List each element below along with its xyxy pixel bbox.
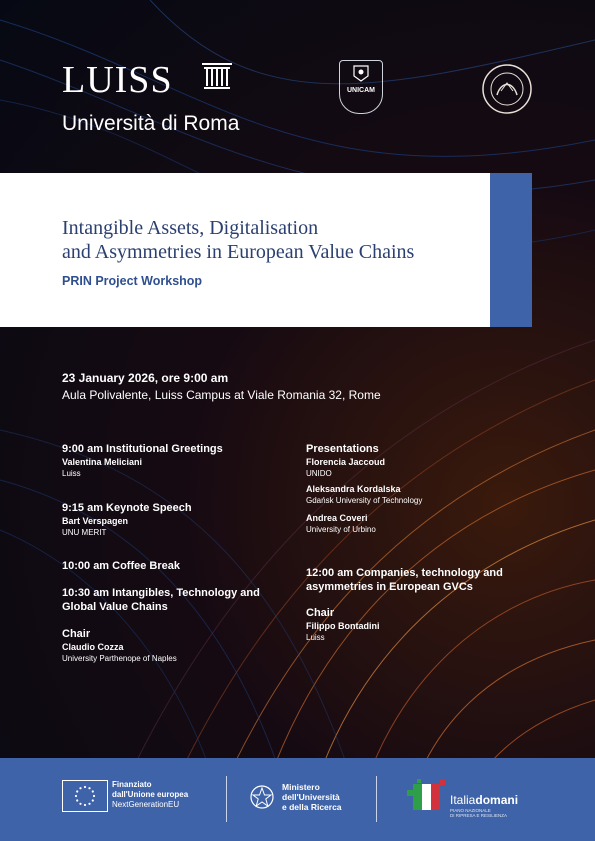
- luiss-wordmark: LUISS: [62, 59, 173, 101]
- italiadomani-flag-icon: [405, 776, 447, 816]
- speaker-1-name: Florencia Jaccoud: [306, 457, 386, 467]
- title-accent-bar: [490, 173, 532, 327]
- session-2-heading-line-1: 12:00 am Companies, technology and: [306, 567, 503, 579]
- eu-line-3: NextGenerationEU: [112, 800, 180, 809]
- chair-1-label: Chair: [62, 628, 91, 640]
- keynote-affiliation: UNU MERIT: [62, 528, 107, 537]
- chair-1-affiliation: University Parthenope of Naples: [62, 654, 177, 663]
- funding-footer: [0, 758, 595, 841]
- presentations-heading: Presentations: [306, 443, 379, 455]
- eu-line-1: Finanziato: [112, 780, 152, 789]
- speaker-2-affiliation: Gdańsk University of Technology: [306, 496, 423, 505]
- workshop-title-line-2: and Asymmetries in European Value Chains: [62, 241, 415, 263]
- keynote-heading: 9:15 am Keynote Speech: [62, 502, 192, 514]
- italiadomani-sub-2: DI RIPRESA E RESILIENZA: [450, 813, 508, 818]
- italian-emblem-icon: [249, 782, 275, 812]
- luiss-subtitle: Università di Roma: [62, 112, 240, 135]
- program-chair-2: [306, 606, 380, 643]
- unicam-crest-icon: [340, 61, 382, 85]
- greetings-affiliation: Luiss: [62, 469, 81, 478]
- program-presentations: [306, 442, 422, 535]
- program-keynote: [62, 501, 192, 538]
- ministry-line-1: Ministero: [282, 782, 320, 792]
- workshop-title-line-1: Intangible Assets, Digitalisation: [62, 217, 319, 239]
- event-venue: Aula Polivalente, Luiss Campus at Viale Romania 32, Rome: [62, 388, 381, 402]
- eu-flag-icon: [62, 780, 108, 812]
- session-2-heading-line-2: asymmetries in European GVCs: [306, 581, 473, 593]
- program-session-2: [306, 566, 503, 594]
- eu-line-2: dall'Unione europea: [112, 790, 189, 799]
- ministry-line-2: dell'Università: [282, 792, 340, 802]
- university-seal-icon: [481, 63, 533, 115]
- program-session-1: [62, 586, 260, 614]
- speaker-1-affiliation: UNIDO: [306, 469, 332, 478]
- italiadomani-brand: [450, 793, 518, 807]
- eu-funding-label: [112, 780, 188, 810]
- session-1-heading-line-1: 10:30 am Intangibles, Technology and: [62, 587, 260, 599]
- speaker-3-affiliation: University of Urbino: [306, 525, 376, 534]
- workshop-subtitle: PRIN Project Workshop: [62, 274, 203, 288]
- keynote-speaker: Bart Verspagen: [62, 516, 129, 526]
- footer-divider-2: [376, 776, 377, 822]
- program-greetings: [62, 442, 223, 479]
- program-chair-1: [62, 627, 177, 664]
- italiadomani-part-2: domani: [475, 793, 519, 807]
- italiadomani-sub: [450, 808, 507, 818]
- speaker-2-name: Aleksandra Kordalska: [306, 484, 401, 494]
- ministry-line-3: e della Ricerca: [282, 802, 342, 812]
- session-1-heading-line-2: Global Value Chains: [62, 601, 168, 613]
- chair-2-name: Filippo Bontadini: [306, 621, 380, 631]
- greetings-speaker: Valentina Meliciani: [62, 457, 143, 467]
- unicam-label: UNICAM: [347, 87, 375, 94]
- event-date: 23 January 2026, ore 9:00 am: [62, 371, 229, 385]
- chair-2-label: Chair: [306, 607, 335, 619]
- footer-divider-1: [226, 776, 227, 822]
- italiadomani-part-1: Italia: [450, 793, 476, 807]
- chair-1-name: Claudio Cozza: [62, 642, 124, 652]
- coffee-break: 10:00 am Coffee Break: [62, 560, 181, 572]
- unicam-logo: [339, 60, 383, 114]
- italiadomani-sub-1: PIANO NAZIONALE: [450, 808, 491, 813]
- speaker-3-name: Andrea Coveri: [306, 513, 368, 523]
- chair-2-affiliation: Luiss: [306, 633, 325, 642]
- greetings-heading: 9:00 am Institutional Greetings: [62, 443, 223, 455]
- program-coffee: [62, 559, 180, 573]
- column-icon: [200, 61, 234, 91]
- ministry-label: [282, 782, 342, 812]
